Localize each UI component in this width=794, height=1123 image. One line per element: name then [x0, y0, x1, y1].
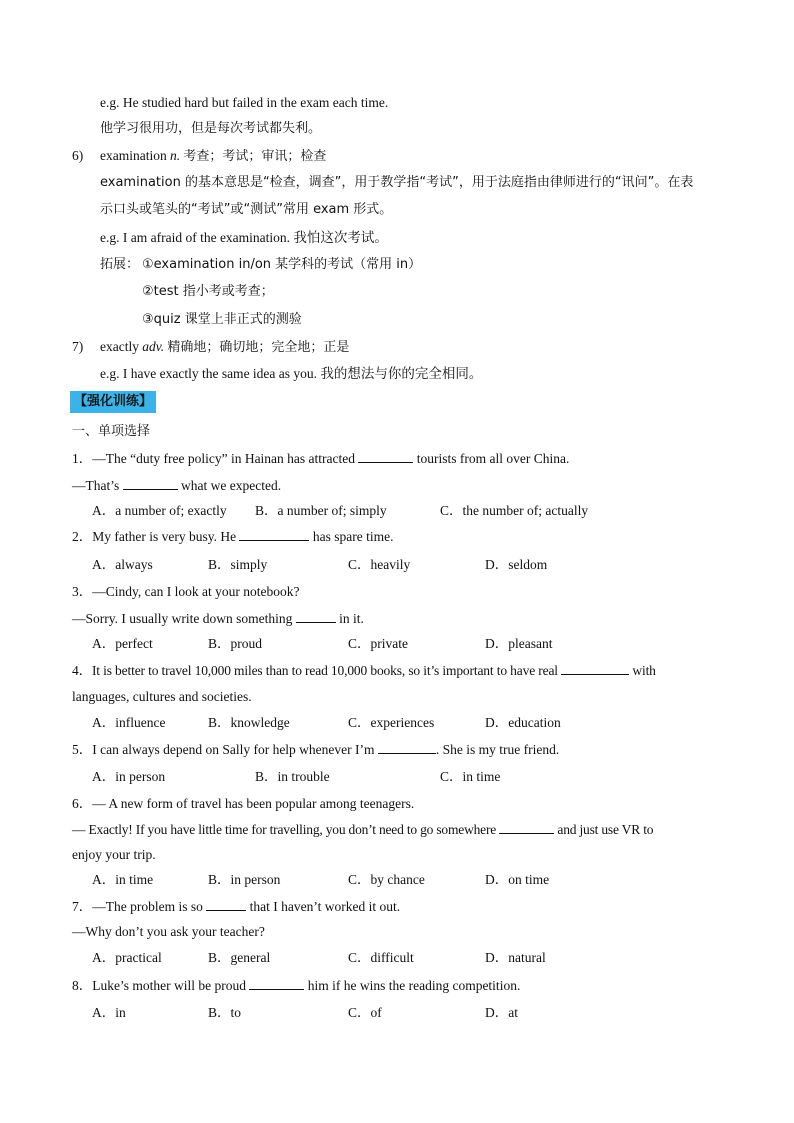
extension-label: 拓展： [100, 257, 140, 272]
answer-blank [123, 477, 178, 490]
vocab-meaning: 精确地；确切地；完全地；正是 [167, 340, 350, 355]
question-4-stem-continued: languages, cultures and societies. [72, 689, 252, 704]
question-6-option-b: B．in person [208, 872, 281, 887]
question-5-stem: 5．I can always depend on Sally for help whenever I’m . She is my true friend. [72, 742, 560, 757]
item-number-7: 7) [72, 339, 84, 354]
question-2-stem: 2．My father is very busy. He has spare time. [72, 529, 394, 544]
question-1-stem: 1．—The “duty free policy” in Hainan has attracted tourists from all over China. [72, 451, 570, 466]
question-2-option-c: C．heavily [348, 557, 411, 572]
question-6-option-d: D．on time [485, 872, 550, 887]
item-number-6: 6) [72, 148, 84, 163]
question-1-response: —That’s what we expected. [72, 478, 282, 493]
answer-blank [249, 977, 304, 990]
answer-blank [358, 450, 413, 463]
question-7-response: —Why don’t you ask your teacher? [72, 924, 265, 939]
part-of-speech: n. [169, 148, 181, 163]
question-2-option-a: A．always [92, 557, 153, 572]
question-6-response: — Exactly! If you have little time for travelling, you don’t need to go somewhere and just use VR to [72, 822, 654, 837]
section-tag: 【强化训练】 [70, 391, 156, 413]
vocab-word: examination [100, 148, 167, 163]
extension-item-3: ③quiz 课堂上非正式的测验 [142, 312, 302, 327]
extension-item-1: ①examination in/on 某学科的考试（常用 in） [142, 257, 422, 272]
question-4-stem: 4．It is better to travel 10,000 miles than to read 10,000 books, so it’s important to have real with [72, 663, 656, 678]
answer-blank [378, 741, 436, 754]
question-3-stem: 3．—Cindy, can I look at your notebook? [72, 584, 300, 599]
question-4-option-d: D．education [485, 715, 561, 730]
question-8-stem: 8．Luke’s mother will be proud him if he wins the reading competition. [72, 978, 521, 993]
vocab-entry-exactly [100, 338, 349, 357]
answer-blank [499, 821, 554, 834]
answer-blank [296, 610, 336, 623]
question-8-option-a: A．in [92, 1005, 126, 1020]
vocab-word: exactly [100, 339, 139, 354]
example-sentence-cn: 他学习很用功，但是每次考试都失利。 [100, 121, 322, 136]
question-7-option-c: C．difficult [348, 950, 414, 965]
question-8-option-d: D．at [485, 1005, 518, 1020]
question-8-option-c: C．of [348, 1005, 382, 1020]
question-4-option-a: A．influence [92, 715, 166, 730]
vocab-meaning: 考查；考试；审讯；检查 [183, 149, 327, 164]
question-7-option-a: A．practical [92, 950, 162, 965]
section-heading: 一、单项选择 [72, 424, 151, 439]
question-3-option-a: A．perfect [92, 636, 153, 651]
question-5-option-b: B．in trouble [255, 769, 330, 784]
question-2-option-d: D．seldom [485, 557, 548, 572]
answer-blank [239, 528, 309, 541]
question-7-stem: 7．—The problem is so that I haven’t worked it out. [72, 899, 401, 914]
vocab-description-line2: 示口头或笔头的“考试”或“测试”常用 exam 形式。 [100, 202, 393, 217]
question-3-option-c: C．private [348, 636, 408, 651]
question-3-response: —Sorry. I usually write down something in it. [72, 611, 364, 626]
vocab-description-line1: examination 的基本意思是“检查，调查”，用于教学指“考试”，用于法庭指由律师进行的“讯问”。在表 [100, 175, 694, 190]
question-6-response-continued: enjoy your trip. [72, 847, 156, 862]
vocab-entry-examination [100, 147, 326, 166]
question-5-option-a: A．in person [92, 769, 166, 784]
extension-item-2: ②test 指小考或考查； [142, 284, 274, 299]
example-sentence: e.g. I am afraid of the examination. 我怕这次考试。 [100, 230, 388, 245]
question-8-option-b: B．to [208, 1005, 242, 1020]
part-of-speech: adv. [142, 339, 165, 354]
question-7-option-d: D．natural [485, 950, 546, 965]
question-3-option-b: B．proud [208, 636, 262, 651]
question-6-stem: 6．— A new form of travel has been popular among teenagers. [72, 796, 415, 811]
question-1-option-b: B．a number of; simply [255, 503, 387, 518]
question-1-option-a: A．a number of; exactly [92, 503, 227, 518]
question-5-option-c: C．in time [440, 769, 501, 784]
question-1-option-c: C．the number of; actually [440, 503, 589, 518]
example-sentence: e.g. I have exactly the same idea as you. 我的想法与你的完全相同。 [100, 366, 483, 381]
question-4-option-b: B．knowledge [208, 715, 290, 730]
question-6-option-a: A．in time [92, 872, 154, 887]
answer-blank [561, 662, 629, 675]
question-6-option-c: C．by chance [348, 872, 425, 887]
question-3-option-d: D．pleasant [485, 636, 553, 651]
example-sentence-en: e.g. He studied hard but failed in the exam each time. [100, 95, 389, 110]
question-2-option-b: B．simply [208, 557, 268, 572]
answer-blank [206, 898, 246, 911]
question-4-option-c: C．experiences [348, 715, 435, 730]
question-7-option-b: B．general [208, 950, 271, 965]
